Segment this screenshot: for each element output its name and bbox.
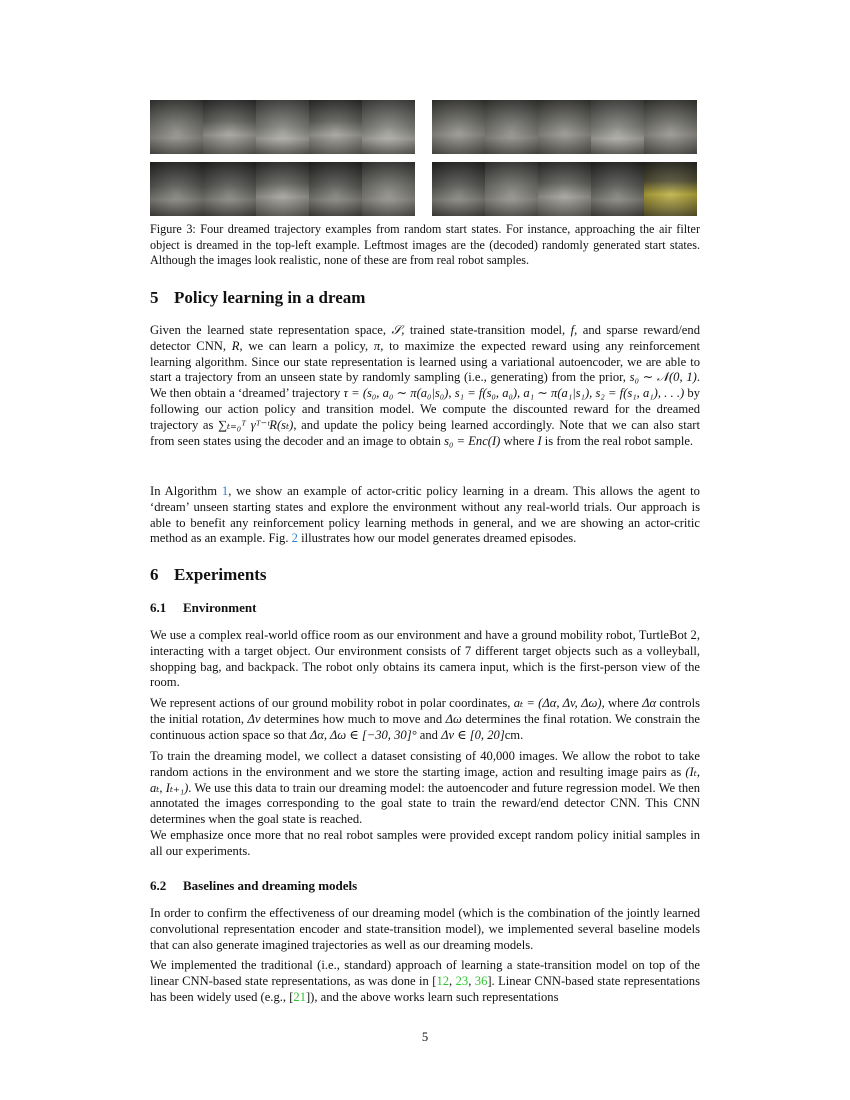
citation-link[interactable]: 23 xyxy=(455,973,469,988)
trajectory-frame xyxy=(644,100,697,154)
trajectory-frame xyxy=(256,162,309,216)
subsection-heading xyxy=(150,878,357,894)
trajectory-strip-top-right xyxy=(432,100,697,154)
trajectory-frame xyxy=(538,100,591,154)
section-title: Experiments xyxy=(174,565,267,584)
subsection-number: 6.2 xyxy=(150,878,167,893)
trajectory-frame xyxy=(485,162,538,216)
trajectory-frame xyxy=(644,162,697,216)
section-number: 6 xyxy=(150,565,159,584)
page-number: 5 xyxy=(421,1030,429,1044)
paragraph: We emphasize once more that no real robot samples were provided except random policy initial samples in all our experiments. xyxy=(150,828,700,858)
trajectory-frame xyxy=(538,162,591,216)
paragraph: To train the dreaming model, we collect a dataset consisting of 40,000 images. We allow the robot to take random actions in the environment and we store the starting image, action and resulting image pairs as (Iₜ, aₜ, Iₜ₊₁). We use this data to train our dreaming model: the autoencoder and future regression model. We then annotated the images corresponding to the goal state to train the reward/end detector CNN. This CNN determines when the goal state is reached. xyxy=(150,749,700,827)
paragraph: We use a complex real-world office room as our environment and have a ground mobility robot, TurtleBot 2, interacting with a target object. Our environment consists of 7 different target objects such as a volleyball, shopping bag, and backpack. The robot only obtains its camera input, which is the first-person view of the room. xyxy=(150,628,700,690)
trajectory-frame xyxy=(150,100,203,154)
trajectory-frame xyxy=(309,162,362,216)
figure-link[interactable]: 2 xyxy=(291,531,298,546)
trajectory-frame xyxy=(432,100,485,154)
trajectory-frame xyxy=(256,100,309,154)
section-number: 5 xyxy=(150,288,159,307)
paragraph: We implemented the traditional (i.e., standard) approach of learning a state-transition model on top of the linear CNN-based state representations, as was done in [12, 23, 36]. Linear CNN-based state representations has been widely used (e.g., [21]), and the above works learn such representations xyxy=(150,958,700,1004)
trajectory-strip-bottom-left xyxy=(150,162,415,216)
trajectory-frame xyxy=(203,100,256,154)
trajectory-frame xyxy=(362,100,415,154)
section-heading xyxy=(150,565,267,585)
trajectory-frame xyxy=(309,100,362,154)
citation-link[interactable]: 36 xyxy=(474,973,488,988)
trajectory-frame xyxy=(150,162,203,216)
trajectory-frame xyxy=(203,162,256,216)
trajectory-frame xyxy=(485,100,538,154)
trajectory-frame xyxy=(591,100,644,154)
section-heading xyxy=(150,288,365,308)
citation-link[interactable]: 12 xyxy=(436,973,450,988)
figure-caption: Figure 3: Four dreamed trajectory examples from random start states. For instance, approaching the air filter object is dreamed in the top-left example. Leftmost images are the (decoded) randomly generated start states. Although the images look realistic, none of these are from real robot samples. xyxy=(150,222,700,268)
algorithm-link[interactable]: 1 xyxy=(221,484,229,498)
trajectory-strip-top-left xyxy=(150,100,415,154)
trajectory-frame xyxy=(362,162,415,216)
citation-link[interactable]: 21 xyxy=(293,989,306,1004)
paragraph: Given the learned state representation space, 𝒮, trained state-transition model, f, and sparse reward/end detector CNN, R, we can learn a policy, π, to maximize the expected reward using any reinforcement learning algorithm. Since our state representation is learned using a variational autoencoder, we are able to start a trajectory from an unseen state by randomly sampling (i.e., generating) from the prior, s₀ ∼ 𝒩(0, 1). We then obtain a ‘dreamed’ trajectory τ = (s₀, a₀ ∼ π(a₀|s₀), s₁ = f(s₀, a₀), a₁ ∼ π(a₁|s₁), s₂ = f(s₁, a₁), . . .) by following our action policy and transition model. We compute the discounted reward for the dreamed trajectory as ∑ₜ₌₀ᵀ γᵀ⁻ᵗR(sₜ), and update the policy being learned accordingly. Note that we can also start from seen states using the decoder and an image to obtain s₀ = Enc(I) where I is from the real robot sample. xyxy=(150,323,700,448)
trajectory-frame xyxy=(432,162,485,216)
trajectory-strip-bottom-right xyxy=(432,162,697,216)
subsection-title: Baselines and dreaming models xyxy=(183,878,358,893)
subsection-heading xyxy=(150,600,256,616)
subsection-title: Environment xyxy=(183,600,257,615)
section-title: Policy learning in a dream xyxy=(174,288,366,307)
paragraph: We represent actions of our ground mobility robot in polar coordinates, aₜ = (Δα, Δv, Δω), where Δα controls the initial rotation, Δv determines how much to move and Δω determines the final rotation. We constrain the continuous action space so that Δα, Δω ∈ [−30, 30]° and Δv ∈ [0, 20]cm. xyxy=(150,696,700,742)
paragraph: In order to confirm the effectiveness of our dreaming model (which is the combination of the jointly learned convolutional representation encoder and state-transition model), we implemented several baseline models that can also generate imagined trajectories as well as our dreaming models. xyxy=(150,906,700,952)
paragraph: In Algorithm 1, we show an example of actor-critic policy learning in a dream. This allows the agent to ‘dream’ unseen starting states and explore the environment without any real-world trials. Our approach is able to benefit any reinforcement policy learning methods in general, and we are showing an actor-critic method as an example. Fig. 2 illustrates how our model generates dreamed episodes. xyxy=(150,484,700,546)
trajectory-frame xyxy=(591,162,644,216)
subsection-number: 6.1 xyxy=(150,600,167,615)
